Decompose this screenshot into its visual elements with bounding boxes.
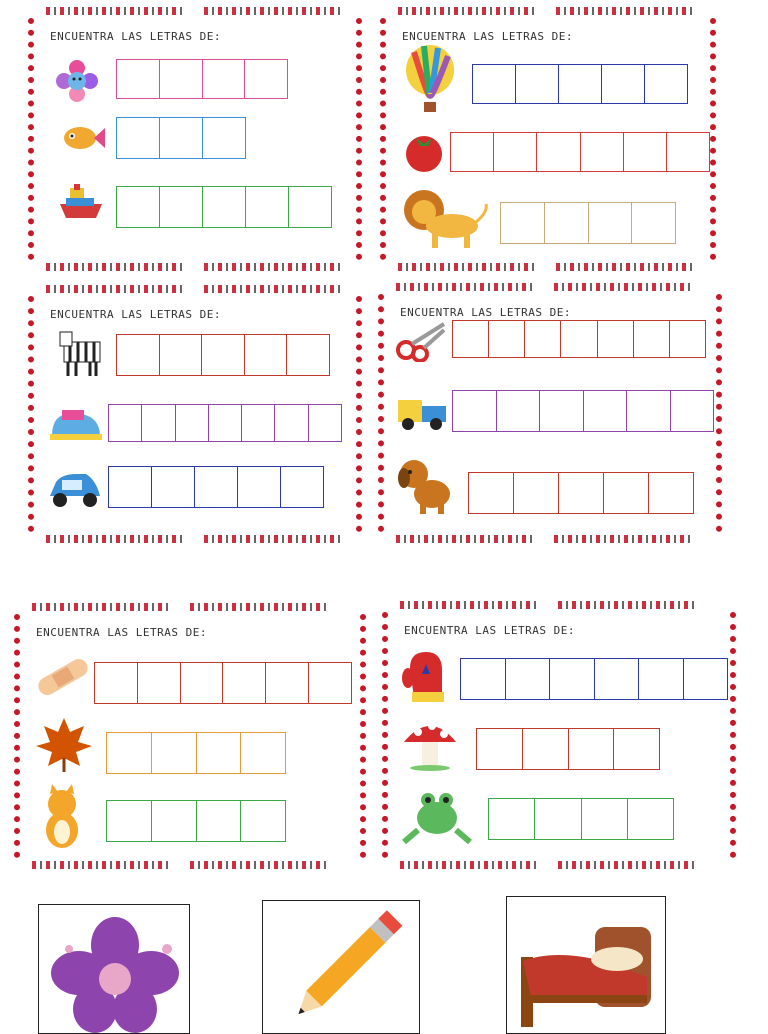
shoe-icon xyxy=(48,406,104,442)
letter-box[interactable] xyxy=(624,133,667,171)
card-6-title: ENCUENTRA LAS LETRAS DE: xyxy=(404,624,575,637)
letter-box[interactable] xyxy=(176,405,209,441)
card-6-top-border-decoration xyxy=(400,601,540,609)
letter-box[interactable] xyxy=(453,391,497,431)
letter-box[interactable] xyxy=(152,467,195,507)
card-4-bottom-border-decoration-2 xyxy=(554,535,694,543)
card-2 xyxy=(380,18,716,260)
letter-box[interactable] xyxy=(582,799,628,839)
letter-box[interactable] xyxy=(671,391,714,431)
letter-box[interactable] xyxy=(287,335,329,375)
letter-box[interactable] xyxy=(670,321,705,357)
card-5-top-border-decoration-2 xyxy=(190,603,330,611)
card-5-bottom-border-decoration-2 xyxy=(190,861,330,869)
letter-box[interactable] xyxy=(117,335,160,375)
letter-box[interactable] xyxy=(649,473,693,513)
letter-box[interactable] xyxy=(632,203,675,243)
card-5-top-border-decoration xyxy=(32,603,172,611)
letter-box[interactable] xyxy=(550,659,595,699)
letter-box[interactable] xyxy=(160,187,203,227)
card-4-top-border-decoration xyxy=(396,283,536,291)
letter-box[interactable] xyxy=(275,405,308,441)
letter-box[interactable] xyxy=(584,391,628,431)
letter-box[interactable] xyxy=(117,187,160,227)
letter-box[interactable] xyxy=(197,733,242,773)
letter-box[interactable] xyxy=(497,391,541,431)
card-6-bottom-border-decoration-2 xyxy=(558,861,698,869)
letter-box[interactable] xyxy=(245,335,288,375)
lion-icon xyxy=(400,188,490,252)
car-icon xyxy=(44,468,106,512)
card-6-row-1-letter-boxes[interactable] xyxy=(460,658,728,700)
picture-card-pencil xyxy=(262,900,420,1034)
letter-box[interactable] xyxy=(152,733,197,773)
card-5-row-1-letter-boxes[interactable] xyxy=(94,662,352,704)
letter-box[interactable] xyxy=(95,663,138,703)
flower-toy-icon xyxy=(54,58,100,104)
letter-box[interactable] xyxy=(289,187,331,227)
boat-icon xyxy=(56,182,106,224)
card-6-row-3-letter-boxes[interactable] xyxy=(488,798,674,840)
letter-box[interactable] xyxy=(501,203,545,243)
letter-box[interactable] xyxy=(309,663,351,703)
card-5-row-2-letter-boxes[interactable] xyxy=(106,732,286,774)
letter-box[interactable] xyxy=(489,799,535,839)
letter-box[interactable] xyxy=(589,203,633,243)
card-5-title: ENCUENTRA LAS LETRAS DE: xyxy=(36,626,207,639)
card-3-top-border-decoration xyxy=(46,285,186,293)
letter-box[interactable] xyxy=(595,659,640,699)
card-4-row-2-letter-boxes[interactable] xyxy=(452,390,714,432)
balloon-icon xyxy=(402,44,458,114)
letter-box[interactable] xyxy=(160,60,203,98)
letter-box[interactable] xyxy=(561,321,597,357)
card-4-title: ENCUENTRA LAS LETRAS DE: xyxy=(400,306,571,319)
letter-box[interactable] xyxy=(160,335,203,375)
letter-box[interactable] xyxy=(473,65,516,103)
letter-box[interactable] xyxy=(514,473,559,513)
letter-box[interactable] xyxy=(142,405,175,441)
letter-box[interactable] xyxy=(281,467,323,507)
letter-box[interactable] xyxy=(614,729,659,769)
letter-box[interactable] xyxy=(117,118,160,158)
card-3-top-border-decoration-2 xyxy=(204,285,344,293)
letter-box[interactable] xyxy=(309,405,341,441)
card-3-row-2-letter-boxes[interactable] xyxy=(108,404,342,442)
card-4-top-border-decoration-2 xyxy=(554,283,694,291)
letter-box[interactable] xyxy=(202,335,245,375)
zebra-icon xyxy=(54,328,110,378)
letter-box[interactable] xyxy=(195,467,238,507)
letter-box[interactable] xyxy=(525,321,561,357)
dog-icon xyxy=(394,456,456,516)
letter-box[interactable] xyxy=(461,659,506,699)
letter-box[interactable] xyxy=(241,733,285,773)
card-2-bottom-border-decoration xyxy=(398,263,538,271)
letter-box[interactable] xyxy=(634,321,670,357)
letter-box[interactable] xyxy=(109,467,152,507)
leaf-icon xyxy=(34,714,94,774)
letter-box[interactable] xyxy=(628,799,673,839)
letter-box[interactable] xyxy=(453,321,489,357)
card-5-bottom-border-decoration xyxy=(32,861,172,869)
letter-box[interactable] xyxy=(494,133,537,171)
pencil-icon xyxy=(263,901,420,1034)
tomato-icon xyxy=(402,130,446,174)
flower-icon xyxy=(39,905,190,1034)
letter-box[interactable] xyxy=(197,801,242,841)
letter-box[interactable] xyxy=(152,801,197,841)
letter-box[interactable] xyxy=(545,203,589,243)
letter-box[interactable] xyxy=(107,801,152,841)
letter-box[interactable] xyxy=(107,733,152,773)
card-4-bottom-border-decoration xyxy=(396,535,536,543)
letter-box[interactable] xyxy=(604,473,649,513)
card-3 xyxy=(28,296,362,532)
mitten-icon xyxy=(400,648,450,704)
letter-box[interactable] xyxy=(537,133,580,171)
letter-box[interactable] xyxy=(627,391,671,431)
card-1-row-1-letter-boxes[interactable] xyxy=(116,59,288,99)
card-3-bottom-border-decoration xyxy=(46,535,186,543)
letter-box[interactable] xyxy=(516,65,559,103)
letter-box[interactable] xyxy=(242,405,275,441)
letter-box[interactable] xyxy=(245,60,287,98)
letter-box[interactable] xyxy=(506,659,551,699)
card-4-row-1-letter-boxes[interactable] xyxy=(452,320,706,358)
card-2-top-border-decoration xyxy=(398,7,538,15)
letter-box[interactable] xyxy=(477,729,523,769)
letter-box[interactable] xyxy=(223,663,266,703)
bed-icon xyxy=(507,897,666,1034)
fish-toy-icon xyxy=(56,118,106,158)
frog-icon xyxy=(400,786,474,846)
letter-box[interactable] xyxy=(581,133,624,171)
letter-box[interactable] xyxy=(241,801,285,841)
card-2-title: ENCUENTRA LAS LETRAS DE: xyxy=(402,30,573,43)
letter-box[interactable] xyxy=(645,65,687,103)
letter-box[interactable] xyxy=(569,729,615,769)
card-6 xyxy=(382,612,736,858)
card-3-row-3-letter-boxes[interactable] xyxy=(108,466,324,508)
card-1-title: ENCUENTRA LAS LETRAS DE: xyxy=(50,30,221,43)
truck-icon xyxy=(394,390,450,434)
letter-box[interactable] xyxy=(209,405,242,441)
letter-box[interactable] xyxy=(639,659,684,699)
letter-box[interactable] xyxy=(489,321,525,357)
card-1-row-3-letter-boxes[interactable] xyxy=(116,186,332,228)
picture-card-flower xyxy=(38,904,190,1034)
letter-box[interactable] xyxy=(602,65,645,103)
bandage-icon xyxy=(30,654,96,700)
letter-box[interactable] xyxy=(598,321,634,357)
letter-box[interactable] xyxy=(451,133,494,171)
card-5 xyxy=(14,614,366,858)
card-1-top-border-decoration-2 xyxy=(204,7,344,15)
letter-box[interactable] xyxy=(523,729,569,769)
card-3-bottom-border-decoration-2 xyxy=(204,535,344,543)
letter-box[interactable] xyxy=(559,473,604,513)
letter-box[interactable] xyxy=(160,118,203,158)
card-4-row-3-letter-boxes[interactable] xyxy=(468,472,694,514)
letter-box[interactable] xyxy=(203,187,246,227)
card-1-row-2-letter-boxes[interactable] xyxy=(116,117,246,159)
scissors-icon xyxy=(394,320,448,362)
letter-box[interactable] xyxy=(535,799,581,839)
card-6-top-border-decoration-2 xyxy=(558,601,698,609)
letter-box[interactable] xyxy=(181,663,224,703)
letter-box[interactable] xyxy=(246,187,289,227)
picture-card-bed xyxy=(506,896,666,1034)
card-1-top-border-decoration xyxy=(46,7,186,15)
letter-box[interactable] xyxy=(684,659,728,699)
card-6-row-2-letter-boxes[interactable] xyxy=(476,728,660,770)
card-1-bottom-border-decoration-2 xyxy=(204,263,344,271)
mushroom-icon xyxy=(400,716,460,772)
letter-box[interactable] xyxy=(117,60,160,98)
card-6-bottom-border-decoration xyxy=(400,861,540,869)
letter-box[interactable] xyxy=(540,391,584,431)
letter-box[interactable] xyxy=(469,473,514,513)
letter-box[interactable] xyxy=(109,405,142,441)
letter-box[interactable] xyxy=(138,663,181,703)
card-3-row-1-letter-boxes[interactable] xyxy=(116,334,330,376)
cat-icon xyxy=(34,784,90,850)
card-5-row-3-letter-boxes[interactable] xyxy=(106,800,286,842)
card-2-top-border-decoration-2 xyxy=(556,7,696,15)
letter-box[interactable] xyxy=(667,133,709,171)
card-3-title: ENCUENTRA LAS LETRAS DE: xyxy=(50,308,221,321)
card-1-bottom-border-decoration xyxy=(46,263,186,271)
card-4 xyxy=(378,294,722,532)
letter-box[interactable] xyxy=(266,663,309,703)
card-2-row-1-letter-boxes[interactable] xyxy=(472,64,688,104)
letter-box[interactable] xyxy=(559,65,602,103)
card-1 xyxy=(28,18,362,260)
card-2-bottom-border-decoration-2 xyxy=(556,263,696,271)
letter-box[interactable] xyxy=(203,60,246,98)
letter-box[interactable] xyxy=(238,467,281,507)
card-2-row-2-letter-boxes[interactable] xyxy=(450,132,710,172)
card-2-row-3-letter-boxes[interactable] xyxy=(500,202,676,244)
letter-box[interactable] xyxy=(203,118,245,158)
